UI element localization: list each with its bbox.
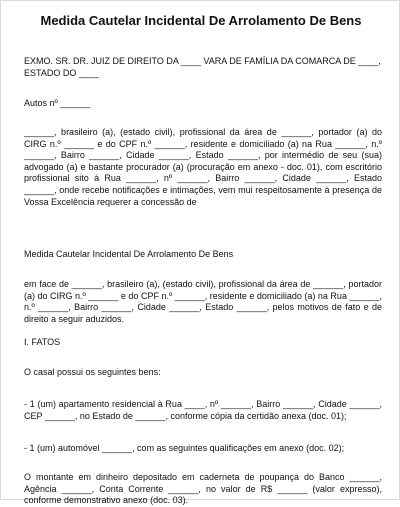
- measure-title: Medida Cautelar Incidental De Arrolamento De Bens: [24, 249, 234, 259]
- asset-item-car: - 1 (um) automóvel ______, com as seguintes qualificações em anexo (doc. 02);: [24, 443, 345, 453]
- section-heading-facts: I. FATOS: [24, 337, 61, 347]
- defendant-qualification-paragraph: em face de ______, brasileiro (a), (estado civil), profissional da área de ______, portador (a) do CIRG n.º ______ e do CPF n.º ______, residente e domiciliado (a) na Rua ______, n.º ______, Bairro ______, Cidade ______, Estado ______, pelos motivos de fato e de direito a seguir aduzidos.: [24, 279, 382, 324]
- court-address: EXMO. SR. DR. JUIZ DE DIREITO DA ____ VARA DE FAMÍLIA DA COMARCA DE ____, ESTADO DO ____: [24, 56, 381, 78]
- assets-intro: O casal possui os seguintes bens:: [24, 367, 161, 377]
- asset-item-savings: O montante em dinheiro depositado em caderneta de poupança do Banco ______, Agência ______, Conta Corrente ______, no valor de R$ ______ (valor expresso), conforme demonstrativo anexo (doc. 03).: [24, 472, 382, 506]
- plaintiff-qualification-paragraph: ______, brasileiro (a), (estado civil), profissional da área de ______, portador (a) do CIRG n.º ______ e do CPF n.º ______, residente e domiciliado (a) na Rua ______, n.º ______, Bairro ______, Cidade ______, Estado ______, por intermédio de seu (sua) advogado (a) e bastante procurador (a) (procuração em anexo - doc. 01), com escritório profissional sito à Rua ______, nº ______, Bairro ______, Cidade ______, Estado ______, onde recebe notificações e intimações, vem mui respeitosamente à presença de Vossa Excelência requerer a concessão de: [24, 127, 382, 207]
- document-title: Medida Cautelar Incidental De Arrolamento De Bens: [40, 13, 362, 28]
- case-number-line: Autos nº ______: [24, 98, 91, 108]
- asset-item-apartment: - 1 (um) apartamento residencial à Rua ____, nº ______, Bairro ______, Cidade ______, CEP ______, no Estado de ______, conforme cópia da certidão anexa (doc. 01);: [24, 399, 382, 421]
